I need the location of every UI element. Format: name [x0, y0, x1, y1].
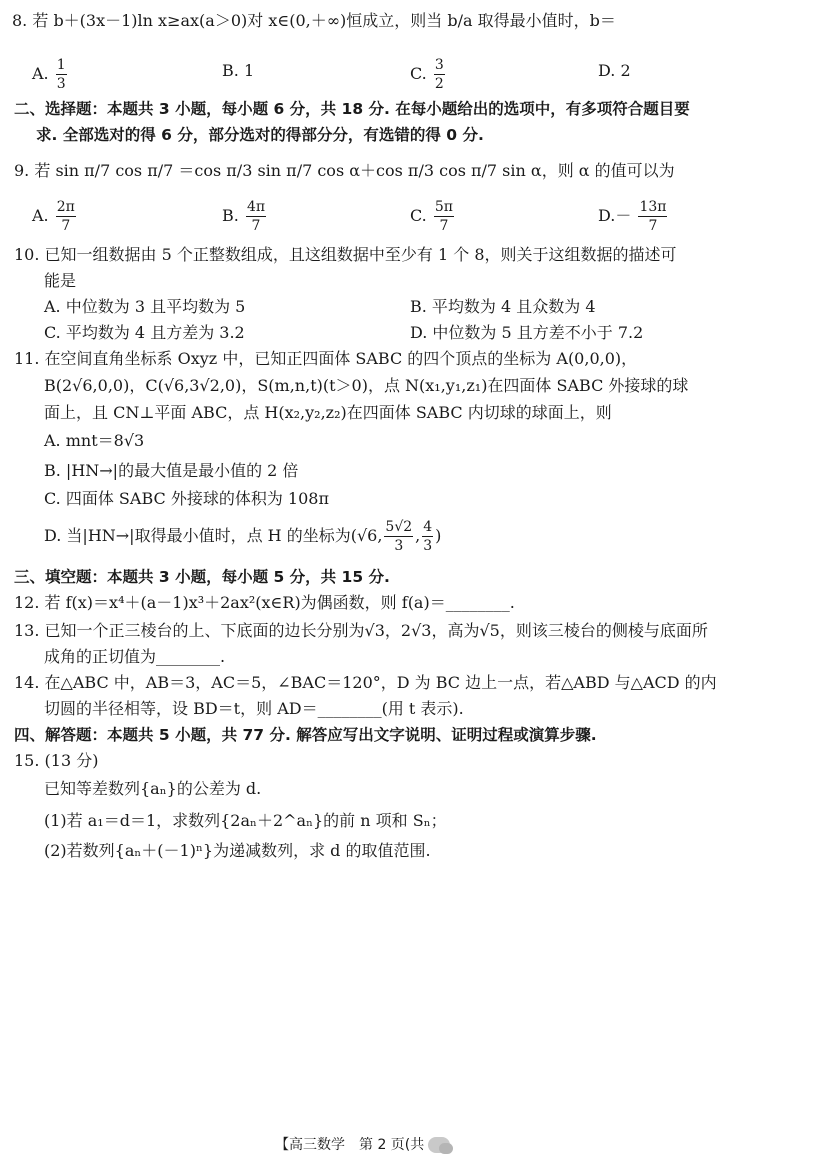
- footer-text: 【高三数学 第 2 页(共: [275, 1137, 425, 1153]
- q15-line1: 已知等差数列{aₙ}的公差为 d.: [44, 779, 262, 798]
- q11-line3: 面上，且 CN⊥平面 ABC，点 H(x₂,y₂,z₂)在四面体 SABC 内切球的球面上，则: [44, 403, 612, 422]
- q10-line1: 10. 已知一组数据由 5 个正整数组成，且这组数据中至少有 1 个 8，则关于这组数据的描述可: [14, 245, 677, 264]
- frac-num: 5√2: [385, 519, 413, 535]
- fraction: [638, 200, 667, 233]
- frac-num: 4: [423, 519, 433, 535]
- q9-option-b: [222, 200, 268, 233]
- frac-den: 7: [439, 218, 449, 234]
- fraction: [384, 520, 413, 553]
- section2-heading-line2: 求. 全部选对的得 6 分，部分选对的得部分分，有选错的得 0 分.: [36, 126, 484, 144]
- q15-part1: (1)若 a₁＝d＝1，求数列{2aₙ＋2^aₙ}的前 n 项和 Sₙ；: [44, 811, 447, 830]
- q13-line1: 13. 已知一个正三棱台的上、下底面的边长分别为√3，2√3，高为√5，则该三棱台的侧棱与底面所: [14, 621, 708, 640]
- option-letter: B.: [222, 61, 239, 80]
- option-letter: A.: [32, 64, 49, 83]
- fraction: [56, 200, 76, 233]
- q11-option-c: C. 四面体 SABC 外接球的体积为 108π: [44, 489, 329, 508]
- frac-num: 13π: [639, 199, 667, 215]
- option-letter: C.: [410, 64, 427, 83]
- fraction: [246, 200, 266, 233]
- option-letter: B.: [222, 206, 239, 225]
- page-footer: [275, 1135, 450, 1155]
- q10-option-a: A. 中位数为 3 且平均数为 5: [44, 297, 246, 316]
- q11-option-d: D. 当|HN→|取得最小值时，点 H 的坐标为(√6, $\frac{5√2}{3}$ , $\frac{4}{3}$ ): [44, 519, 442, 554]
- q10-option-d: D. 中位数为 5 且方差不小于 7.2: [410, 323, 644, 342]
- fraction: [434, 58, 445, 91]
- q11-line2: B(2√6,0,0)，C(√6,3√2,0)，S(m,n,t)(t＞0)，点 N(x₁,y₁,z₁)在四面体 SABC 外接球的球: [44, 376, 689, 395]
- option-sign: －: [615, 206, 632, 225]
- frac-num: 2π: [56, 199, 75, 215]
- q8-option-c: [410, 58, 447, 91]
- q10-option-c: C. 平均数为 4 且方差为 3.2: [44, 323, 245, 342]
- q9-option-c: [410, 200, 456, 233]
- q11-line1: 11. 在空间直角坐标系 Oxyz 中，已知正四面体 SABC 的四个顶点的坐标为 A(0,0,0)，: [14, 349, 638, 368]
- frac-den: 3: [394, 538, 404, 554]
- frac-den: 2: [434, 76, 444, 92]
- q8-stem-text: 8. 若 b＋(3x－1)ln x≥ax(a＞0)对 x∈(0,＋∞)恒成立，则当 b/a 取得最小值时，b＝: [12, 11, 616, 30]
- q8-stem: [12, 10, 616, 32]
- q8-option-d: [598, 60, 631, 82]
- q10-option-b: B. 平均数为 4 且众数为 4: [410, 297, 596, 316]
- q13-line2: 成角的正切值为________.: [44, 647, 226, 666]
- frac-den: 3: [56, 76, 66, 92]
- option-text: 2: [620, 61, 631, 80]
- fraction: [56, 58, 67, 91]
- frac-num: 5π: [434, 199, 453, 215]
- fraction: [422, 520, 433, 553]
- option-text: ): [435, 526, 442, 545]
- q15-part2: (2)若数列{aₙ＋(－1)ⁿ}为递减数列，求 d 的取值范围.: [44, 841, 431, 860]
- frac-den: 7: [251, 218, 261, 234]
- frac-num: 1: [56, 57, 66, 73]
- frac-den: 7: [61, 218, 71, 234]
- q8-option-a: [32, 58, 69, 91]
- option-letter: C.: [410, 206, 427, 225]
- section3-heading: 三、填空题：本题共 3 小题，每小题 5 分，共 15 分.: [14, 568, 390, 586]
- option-text: 1: [243, 61, 255, 80]
- frac-num: 4π: [246, 199, 266, 215]
- q14-line1: 14. 在△ABC 中，AB＝3，AC＝5，∠BAC＝120°，D 为 BC 边上一点，若△ABD 与△ACD 的内: [14, 673, 717, 692]
- q15-head: 15. (13 分): [14, 751, 99, 770]
- q9-stem: 9. 若 sin π/7 cos π/7 ＝cos π/3 sin π/7 cos α＋cos π/3 cos π/7 sin α，则 α 的值可以为: [14, 161, 675, 180]
- q9-option-a: [32, 200, 78, 233]
- q10-line2: 能是: [44, 271, 77, 290]
- option-letter: D.: [598, 206, 616, 225]
- option-letter: D.: [598, 61, 616, 80]
- fraction: [434, 200, 454, 233]
- frac-den: 3: [423, 538, 433, 554]
- q11-option-b: B. |HN→|的最大值是最小值的 2 倍: [44, 461, 299, 480]
- frac-num: 3: [434, 57, 444, 73]
- q11-option-a: A. mnt＝8√3: [44, 431, 145, 450]
- option-text: D. 当|HN→|取得最小值时，点 H 的坐标为(√6,: [44, 526, 383, 545]
- option-letter: A.: [32, 206, 49, 225]
- q9-option-d: [598, 200, 669, 233]
- q8-option-b: [222, 60, 254, 82]
- q12-line: 12. 若 f(x)＝x⁴＋(a－1)x³＋2ax²(x∈R)为偶函数，则 f(a)＝________.: [14, 593, 515, 612]
- watermark-icon: [428, 1137, 450, 1153]
- frac-den: 7: [648, 218, 658, 234]
- section2-heading-line1: 二、选择题：本题共 3 小题，每小题 6 分，共 18 分. 在每小题给出的选项中，有多项符合题目要: [14, 100, 690, 118]
- section4-heading: 四、解答题：本题共 5 小题，共 77 分. 解答应写出文字说明、证明过程或演算步骤.: [14, 726, 597, 744]
- q14-line2: 切圆的半径相等，设 BD＝t，则 AD＝________(用 t 表示).: [44, 699, 464, 718]
